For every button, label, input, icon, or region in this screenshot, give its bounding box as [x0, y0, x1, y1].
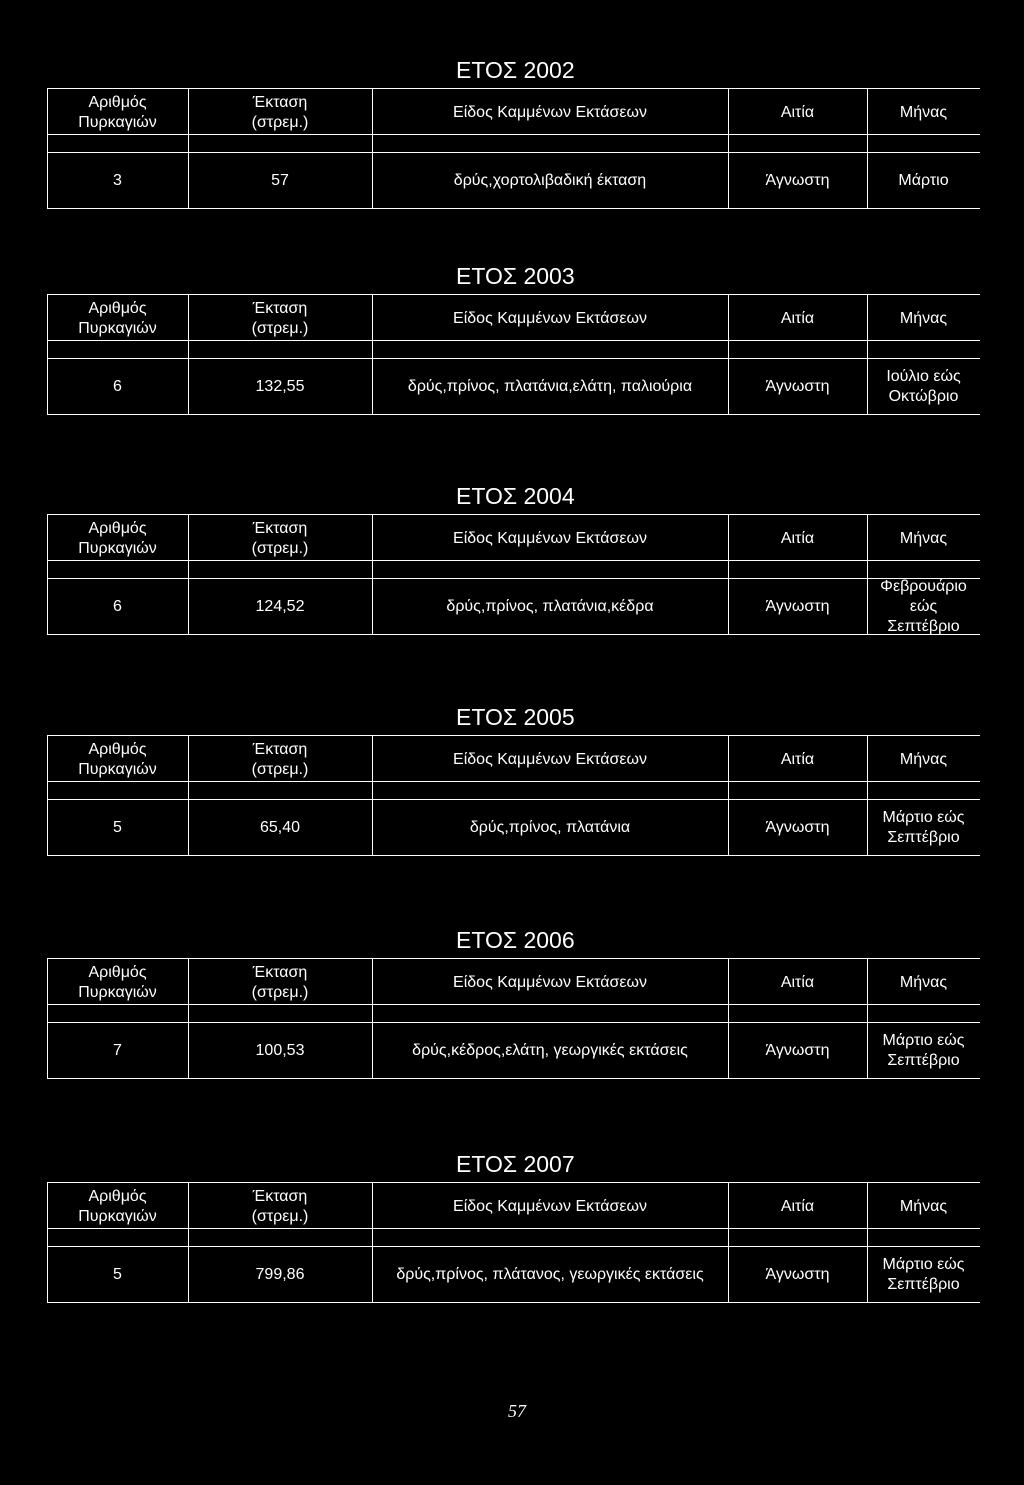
- header-month-label: Μήνας: [899, 310, 948, 327]
- year-table: [0, 483, 1024, 693]
- header-count: [47, 1186, 188, 1228]
- cell-cause: [728, 359, 867, 414]
- cell-month: [867, 359, 980, 414]
- header-month-label: Μήνας: [899, 974, 948, 991]
- header-area-label: Έκταση (στρεμ.): [251, 94, 309, 131]
- header-type-label: Είδος Καμμένων Εκτάσεων: [453, 751, 647, 768]
- header-area: [188, 92, 372, 134]
- cell-area-value: 100,53: [255, 1041, 305, 1059]
- header-bottom-rule: [47, 134, 980, 135]
- cell-count: [47, 579, 188, 634]
- cell-count: [47, 1247, 188, 1302]
- header-type: [372, 1186, 728, 1228]
- header-month: [867, 92, 980, 134]
- header-area: [188, 962, 372, 1004]
- header-type: [372, 518, 728, 560]
- cell-count-value: 3: [113, 171, 122, 189]
- header-cause: [728, 92, 867, 134]
- header-area-label: Έκταση (στρεμ.): [251, 1188, 309, 1225]
- header-count-label: Αριθμός Πυρκαγιών: [78, 964, 157, 1001]
- header-area: [188, 1186, 372, 1228]
- cell-type: [372, 800, 728, 855]
- cell-area-value: 57: [271, 171, 289, 189]
- cell-type-value: δρύς,πρίνος, πλατάνια,κέδρα: [446, 597, 654, 615]
- header-count-label: Αριθμός Πυρκαγιών: [78, 520, 157, 557]
- cell-type: [372, 153, 728, 208]
- header-month-label: Μήνας: [899, 104, 948, 121]
- header-type-label: Είδος Καμμένων Εκτάσεων: [453, 310, 647, 327]
- page-number: 57: [508, 1401, 526, 1421]
- cell-count-value: 7: [113, 1041, 122, 1059]
- header-type-label: Είδος Καμμένων Εκτάσεων: [453, 1198, 647, 1215]
- cell-count: [47, 359, 188, 414]
- header-month: [867, 298, 980, 340]
- cell-area: [188, 579, 372, 634]
- header-top-rule: [47, 735, 980, 736]
- cell-area: [188, 800, 372, 855]
- header-area: [188, 518, 372, 560]
- cell-month: [867, 1023, 980, 1078]
- cell-type: [372, 579, 728, 634]
- cell-type: [372, 359, 728, 414]
- header-type: [372, 962, 728, 1004]
- table-bottom-rule: [47, 208, 980, 209]
- header-bottom-rule: [47, 781, 980, 782]
- cell-area: [188, 1247, 372, 1302]
- cell-cause-value: Άγνωστη: [765, 1265, 830, 1283]
- year-title: ΕΤΟΣ 2007: [456, 1151, 575, 1177]
- table-bottom-rule: [47, 634, 980, 635]
- cell-area-value: 124,52: [255, 597, 305, 615]
- cell-cause-value: Άγνωστη: [765, 171, 830, 189]
- header-area-label: Έκταση (στρεμ.): [251, 520, 309, 557]
- header-type-label: Είδος Καμμένων Εκτάσεων: [453, 530, 647, 547]
- cell-cause: [728, 1247, 867, 1302]
- header-top-rule: [47, 514, 980, 515]
- cell-month-value: Φεβρουάριο εώς Σεπτέβριο: [880, 577, 967, 635]
- header-bottom-rule: [47, 560, 980, 561]
- table-bottom-rule: [47, 1302, 980, 1303]
- header-area: [188, 298, 372, 340]
- cell-area-value: 65,40: [259, 818, 301, 836]
- header-count: [47, 518, 188, 560]
- header-cause: [728, 739, 867, 781]
- cell-cause: [728, 579, 867, 634]
- cell-type-value: δρύς,πρίνος, πλάτανος, γεωργικές εκτάσεις: [396, 1265, 704, 1283]
- year-title: ΕΤΟΣ 2002: [456, 57, 575, 83]
- header-bottom-rule: [47, 1004, 980, 1005]
- header-area: [188, 739, 372, 781]
- cell-month-value: Μάρτιο εώς Σεπτέβριο: [882, 1255, 965, 1293]
- header-cause-label: Αιτία: [780, 1198, 815, 1215]
- header-count-label: Αριθμός Πυρκαγιών: [78, 1188, 157, 1225]
- header-cause: [728, 518, 867, 560]
- header-area-label: Έκταση (στρεμ.): [251, 741, 309, 778]
- header-count: [47, 298, 188, 340]
- cell-cause-value: Άγνωστη: [765, 1041, 830, 1059]
- header-count-label: Αριθμός Πυρκαγιών: [78, 741, 157, 778]
- header-month: [867, 1186, 980, 1228]
- header-month: [867, 962, 980, 1004]
- header-top-rule: [47, 294, 980, 295]
- cell-cause-value: Άγνωστη: [765, 377, 830, 395]
- header-count-label: Αριθμός Πυρκαγιών: [78, 300, 157, 337]
- header-bottom-rule: [47, 340, 980, 341]
- header-cause-label: Αιτία: [780, 974, 815, 991]
- header-count: [47, 962, 188, 1004]
- cell-month: [867, 1247, 980, 1302]
- header-month: [867, 518, 980, 560]
- header-month: [867, 739, 980, 781]
- cell-cause: [728, 800, 867, 855]
- year-title: ΕΤΟΣ 2004: [456, 483, 575, 509]
- cell-type-value: δρύς,κέδρος,ελάτη, γεωργικές εκτάσεις: [412, 1041, 688, 1059]
- header-top-rule: [47, 1182, 980, 1183]
- year-title: ΕΤΟΣ 2005: [456, 704, 575, 730]
- header-cause-label: Αιτία: [780, 751, 815, 768]
- header-area-label: Έκταση (στρεμ.): [251, 300, 309, 337]
- header-type: [372, 298, 728, 340]
- header-cause-label: Αιτία: [780, 530, 815, 547]
- cell-area: [188, 153, 372, 208]
- cell-area: [188, 1023, 372, 1078]
- header-cause: [728, 962, 867, 1004]
- header-month-label: Μήνας: [899, 751, 948, 768]
- header-cause: [728, 1186, 867, 1228]
- year-table: [0, 1151, 1024, 1361]
- cell-type-value: δρύς,πρίνος, πλατάνια: [469, 818, 631, 836]
- cell-area: [188, 359, 372, 414]
- cell-cause: [728, 153, 867, 208]
- header-type-label: Είδος Καμμένων Εκτάσεων: [453, 974, 647, 991]
- year-title: ΕΤΟΣ 2003: [456, 263, 575, 289]
- cell-type-value: δρύς,χορτολιβαδική έκταση: [453, 171, 647, 189]
- cell-count-value: 5: [113, 818, 122, 836]
- cell-type: [372, 1023, 728, 1078]
- cell-cause-value: Άγνωστη: [765, 818, 830, 836]
- cell-count: [47, 800, 188, 855]
- cell-month: [867, 153, 980, 208]
- header-month-label: Μήνας: [899, 1198, 948, 1215]
- cell-area-value: 799,86: [255, 1265, 305, 1283]
- header-area-label: Έκταση (στρεμ.): [251, 964, 309, 1001]
- cell-month: [867, 800, 980, 855]
- cell-count: [47, 1023, 188, 1078]
- header-type: [372, 739, 728, 781]
- year-table: [0, 704, 1024, 914]
- cell-month: [867, 579, 980, 634]
- cell-month-value: Μάρτιο εώς Σεπτέβριο: [882, 808, 965, 846]
- table-bottom-rule: [47, 414, 980, 415]
- header-cause: [728, 298, 867, 340]
- header-count: [47, 92, 188, 134]
- cell-count-value: 6: [113, 377, 122, 395]
- header-type-label: Είδος Καμμένων Εκτάσεων: [453, 104, 647, 121]
- header-top-rule: [47, 88, 980, 89]
- cell-area-value: 132,55: [255, 377, 305, 395]
- year-table: [0, 263, 1024, 473]
- header-cause-label: Αιτία: [780, 104, 815, 121]
- cell-cause-value: Άγνωστη: [765, 597, 830, 615]
- cell-cause: [728, 1023, 867, 1078]
- cell-month-value: Μάρτιο: [898, 171, 949, 189]
- header-type: [372, 92, 728, 134]
- year-table: [0, 927, 1024, 1137]
- header-bottom-rule: [47, 1228, 980, 1229]
- header-count-label: Αριθμός Πυρκαγιών: [78, 94, 157, 131]
- cell-type: [372, 1247, 728, 1302]
- table-bottom-rule: [47, 855, 980, 856]
- header-count: [47, 739, 188, 781]
- header-month-label: Μήνας: [899, 530, 948, 547]
- cell-count: [47, 153, 188, 208]
- cell-count-value: 6: [113, 597, 122, 615]
- year-title: ΕΤΟΣ 2006: [456, 927, 575, 953]
- header-cause-label: Αιτία: [780, 310, 815, 327]
- cell-month-value: Μάρτιο εώς Σεπτέβριο: [882, 1031, 965, 1069]
- cell-type-value: δρύς,πρίνος, πλατάνια,ελάτη, παλιούρια: [407, 377, 693, 395]
- header-top-rule: [47, 958, 980, 959]
- year-table: [0, 57, 1024, 267]
- cell-count-value: 5: [113, 1265, 122, 1283]
- table-bottom-rule: [47, 1078, 980, 1079]
- cell-month-value: Ιούλιο εώς Οκτώβριο: [886, 367, 961, 405]
